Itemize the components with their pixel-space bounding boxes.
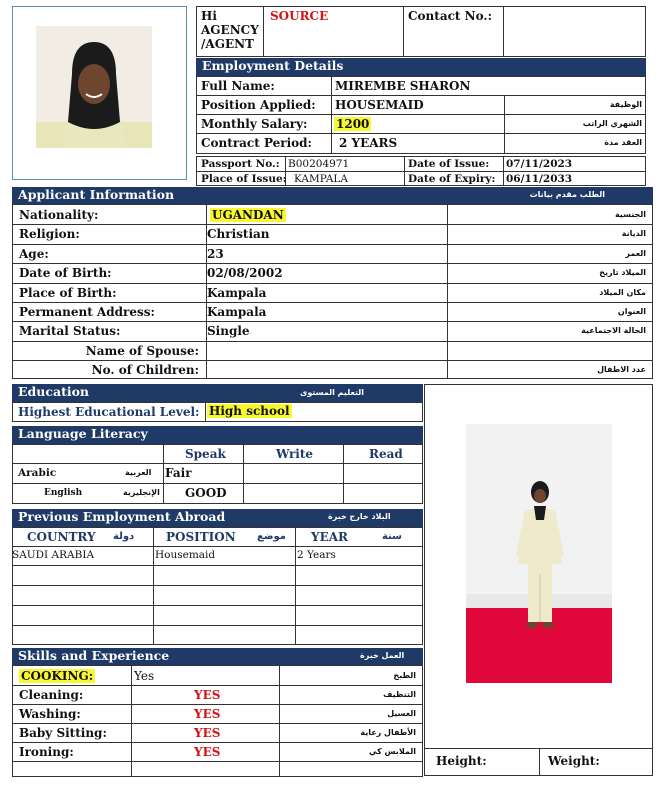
skill-label: Baby Sitting:: [19, 726, 107, 740]
agency-label: Hi AGENCY /AGENT: [201, 9, 259, 51]
applicant-value: 02/08/2002: [207, 266, 283, 281]
skill-label: Washing:: [19, 707, 81, 721]
applicant-label: Age:: [19, 246, 49, 261]
previous-title: Previous Employment Abroad: [18, 509, 226, 524]
contract-ar: العقد مدة: [604, 138, 642, 147]
expiry-value: 06/11/2033: [506, 173, 573, 185]
skill-label-ar: الطبخ: [393, 671, 416, 680]
skill-value: YES: [194, 726, 221, 740]
salary-label: Monthly Salary:: [201, 117, 308, 131]
applicant-label: Marital Status:: [19, 324, 121, 339]
education-level-label: Highest Educational Level:: [18, 405, 200, 419]
applicant-label: Religion:: [19, 227, 80, 242]
language-header: [12, 426, 423, 444]
skill-label-ar: الملابس كي: [368, 747, 416, 756]
skill-value: YES: [194, 745, 221, 759]
contact-label: Contact No.:: [408, 9, 492, 23]
applicant-value: Christian: [207, 227, 270, 242]
applicant-label: No. of Children:: [91, 363, 199, 378]
position-ar: الوظيفة: [609, 100, 642, 109]
skills-table: [12, 665, 423, 777]
prev-col-position: POSITION: [166, 530, 236, 544]
prev-country: SAUDI ARABIA: [12, 549, 95, 561]
skill-label: Cleaning:: [19, 688, 84, 702]
applicant-label-ar: الجنسية: [614, 210, 646, 219]
source-label: SOURCE: [270, 9, 329, 23]
education-title-ar: التعليم المستوى: [300, 388, 364, 397]
applicant-label: Permanent Address:: [19, 305, 155, 319]
skill-label: Ironing:: [19, 745, 74, 759]
full-body-photo: [466, 424, 612, 683]
skill-label-ar: الأطفال رعاية: [360, 728, 416, 737]
employment-header: Employment Details: [196, 58, 646, 76]
prev-col-country-ar: دولة: [113, 531, 135, 542]
portrait-frame: [12, 6, 187, 180]
issue-place-value: KAMPALA: [294, 173, 348, 185]
full-name-label: Full Name:: [201, 79, 275, 93]
applicant-value: Single: [207, 324, 250, 339]
applicant-label-ar: العمر: [625, 248, 646, 258]
applicant-value: Kampala: [207, 285, 267, 300]
issue-date-label: Date of Issue:: [408, 158, 490, 170]
prev-position: Housemaid: [155, 549, 216, 561]
salary-ar: الشهري الراتب: [582, 119, 642, 128]
lang-arabic-speak: Fair: [165, 466, 192, 480]
education-title: Education: [18, 384, 90, 399]
lang-col-speak: Speak: [185, 447, 226, 461]
applicant-label-ar: الميلاد تاريخ: [599, 268, 646, 278]
applicant-label-ar: الديانة: [621, 229, 646, 239]
skills-title: Skills and Experience: [18, 648, 170, 663]
lang-arabic-ar: العربية: [125, 468, 152, 477]
lang-col-write: Write: [276, 447, 313, 461]
passport-value: B00204971: [288, 158, 350, 170]
contact-value-cell: [503, 6, 646, 57]
lang-english-speak: GOOD: [185, 486, 227, 500]
applicant-label: Nationality:: [19, 208, 99, 222]
language-title: Language Literacy: [18, 426, 148, 441]
expiry-label: Date of Expiry:: [408, 173, 496, 185]
contract-label: Contract Period:: [201, 136, 312, 150]
applicant-table: [12, 204, 653, 379]
applicant-value: 23: [207, 246, 224, 261]
applicant-label-ar: مكان الميلاد: [599, 287, 646, 297]
salary-value: 1200: [336, 117, 370, 131]
applicant-value: Kampala: [207, 305, 267, 319]
lang-col-read: Read: [369, 447, 403, 461]
lang-english-ar: الإنجليزية: [123, 488, 160, 497]
height-label: Height:: [436, 754, 487, 768]
prev-col-year-ar: سنة: [382, 531, 402, 542]
lang-english: English: [44, 488, 83, 498]
portrait-photo: [36, 26, 152, 148]
applicant-label: Date of Birth:: [19, 266, 112, 281]
applicant-label-ar: العنوان: [617, 307, 646, 316]
education-level-value: High school: [209, 404, 290, 418]
skill-value: Yes: [134, 669, 155, 683]
full-name-value: MIREMBE SHARON: [335, 79, 471, 93]
contract-value: 2 YEARS: [339, 136, 398, 150]
applicant-title-ar: الطلب مقدم بيانات: [529, 190, 605, 199]
issue-place-label: Place of Issue:: [201, 173, 287, 185]
prev-col-year: YEAR: [311, 530, 348, 544]
skill-value: YES: [194, 707, 221, 721]
position-value: HOUSEMAID: [335, 98, 424, 112]
skill-value: YES: [194, 688, 221, 702]
skill-label: COOKING:: [21, 669, 94, 683]
passport-label: Passport No.:: [201, 158, 280, 170]
applicant-label-ar: الحالة الاجتماعية: [581, 326, 646, 336]
skills-title-ar: العمل خبرة: [360, 651, 405, 660]
issue-date-value: 07/11/2023: [506, 158, 573, 170]
applicant-title: Applicant Information: [18, 187, 175, 202]
lang-arabic: Arabic: [18, 467, 57, 479]
applicant-value: UGANDAN: [212, 208, 284, 222]
position-label: Position Applied:: [201, 98, 316, 112]
skill-label-ar: الغسيل: [387, 709, 416, 718]
prev-col-position-ar: موضع: [257, 531, 286, 542]
weight-label: Weight:: [548, 754, 600, 768]
applicant-label-ar: عدد الاطفال: [597, 365, 646, 375]
prev-col-country: COUNTRY: [27, 530, 96, 544]
prev-year: 2 Years: [297, 549, 336, 561]
applicant-label: Place of Birth:: [19, 285, 117, 300]
previous-title-ar: البلاد خارج خبرة: [328, 512, 391, 521]
applicant-label: Name of Spouse:: [85, 343, 199, 358]
skill-label-ar: التنظيف: [383, 690, 416, 699]
